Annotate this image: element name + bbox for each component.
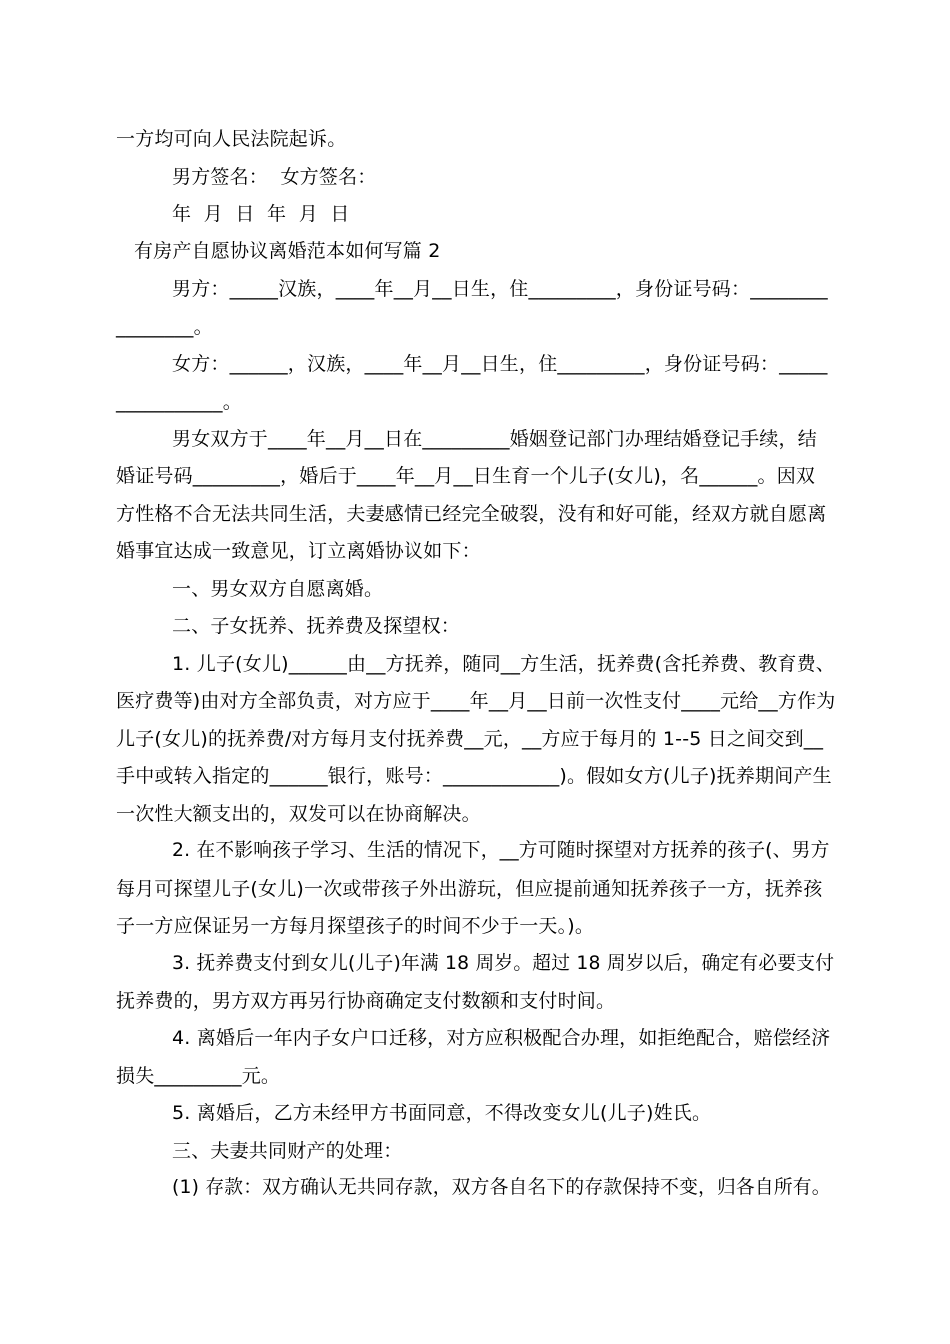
text-line: 损失_________元。 (116, 1065, 281, 1087)
text-line: 1. 儿子(女儿)______由__方抚养，随同__方生活，抚养费(含托养费、教育费、 (172, 653, 836, 675)
text-line: 每月可探望儿子(女儿)一次或带孩子外出游玩，但应提前通知抚养孩子一方，抚养孩 (116, 878, 823, 900)
signature-line: 男方签名： 女方签名： (172, 166, 377, 188)
text-line: 3. 抚养费支付到女儿(儿子)年满 18 周岁。超过 18 周岁以后，确定有必要支付 (172, 953, 835, 974)
text-line: ________。 (116, 316, 213, 338)
text-line: 抚养费的，男方双方再另行协商确定支付数额和支付时间。 (116, 990, 616, 1012)
text-line: ___________。 (116, 391, 242, 413)
text-line: 儿子(女儿)的抚养费/对方每月支付抚养费__元，__方应于每月的 1--5 日之间交到__ (116, 728, 824, 750)
text-line: 4. 离婚后一年内子女户口迁移，对方应积极配合办理，如拒绝配合，赔偿经济 (172, 1027, 831, 1049)
text-line: 5. 离婚后，乙方未经甲方书面同意，不得改变女儿(儿子)姓氏。 (172, 1102, 712, 1124)
text-line: 婚证号码_________，婚后于____年__月__日生育一个儿子(女儿)，名______。因双 (116, 465, 816, 487)
text-line: 男女双方于____年__月__日在_________婚姻登记部门办理结婚登记手续，结 (172, 428, 817, 450)
text-line: 一方均可向人民法院起诉。 (116, 128, 347, 150)
clause-line: 一、男女双方自愿离婚。 (172, 578, 384, 600)
text-line: 男方：_____汉族，____年__月__日生，住_________，身份证号码：________ (172, 278, 828, 300)
text-line: (1) 存款：双方确认无共同存款，双方各自名下的存款保持不变，归各自所有。 (172, 1177, 831, 1198)
section-heading: 有房产自愿协议离婚范本如何写篇 2 (134, 240, 441, 262)
clause-line: 三、夫妻共同财产的处理： (172, 1140, 403, 1162)
text-line: 方性格不合无法共同生活，夫妻感情已经完全破裂，没有和好可能，经双方就自愿离 (116, 503, 827, 525)
clause-line: 二、子女抚养、抚养费及探望权： (172, 615, 461, 637)
text-line: 婚事宜达成一致意见，订立离婚协议如下： (116, 540, 481, 562)
text-line: 手中或转入指定的______银行，账号：____________)。假如女方(儿子)抚养期间产生 (116, 765, 832, 787)
text-line: 一次性大额支出的，双发可以在协商解决。 (116, 803, 481, 825)
text-line: 子一方应保证另一方每月探望孩子的时间不少于一天。)。 (116, 915, 595, 937)
text-line: 女方：______，汉族，____年__月__日生，住_________，身份证号码：_____ (172, 353, 828, 375)
text-line: 医疗费等)由对方全部负责，对方应于____年__月__日前一次性支付____元给__方作为 (116, 690, 836, 712)
date-line: 年 月 日 年 月 日 (172, 203, 350, 225)
text-line: 2. 在不影响孩子学习、生活的情况下，__方可随时探望对方抚养的孩子(、男方 (172, 840, 830, 861)
